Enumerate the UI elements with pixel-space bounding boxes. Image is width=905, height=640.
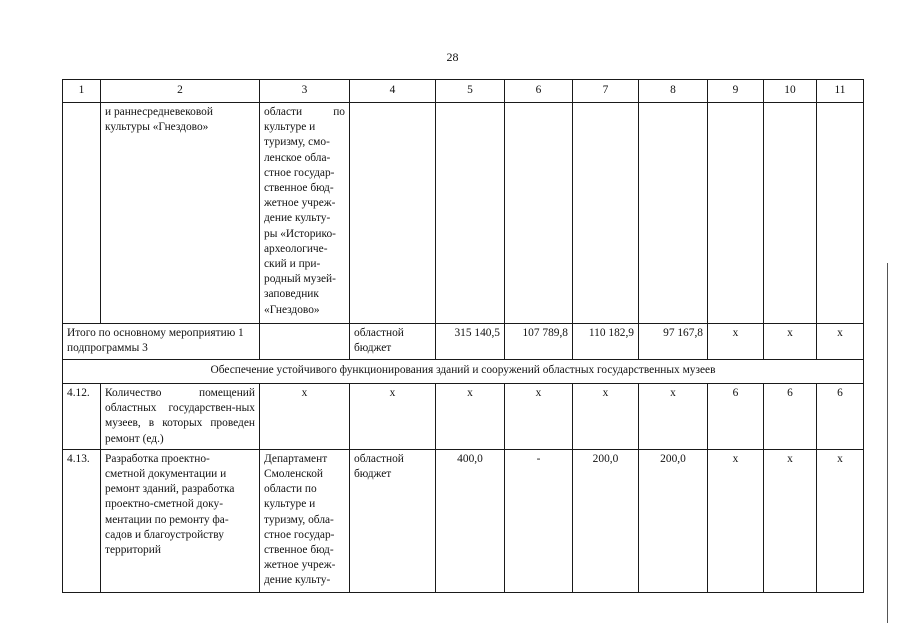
value-cell: 400,0 — [436, 449, 505, 592]
description-line: территорий — [105, 544, 161, 557]
description-line: проектно-сметной доку- — [105, 498, 224, 511]
executor-line: дение культу- — [264, 212, 331, 225]
measure-description — [101, 449, 260, 592]
value-cell: х — [260, 384, 350, 450]
table-row-total — [63, 324, 864, 360]
executor-line: культуре и — [264, 498, 316, 511]
value-cell: 97 167,8 — [639, 324, 708, 360]
executor-line: туризму, обла- — [264, 513, 334, 526]
header-cell: 8 — [639, 80, 708, 103]
header-cell: 5 — [436, 80, 505, 103]
executor-line: ры «Историко- — [264, 227, 336, 240]
row-number: 4.12. — [63, 384, 101, 450]
header-row — [63, 80, 864, 103]
executor-line: родный музей- — [264, 273, 336, 286]
scan-margin-line — [887, 263, 888, 623]
section-title: Обеспечение устойчивого функционирования зданий и сооружений областных государственных музеев — [63, 360, 864, 384]
value-cell: х — [817, 449, 864, 592]
museum-name-cell: и раннесредневековой культуры «Гнездово» — [101, 103, 260, 324]
table-row-4-12 — [63, 384, 864, 450]
executor-line: дение культу- — [264, 574, 331, 587]
page-number: 28 — [446, 50, 459, 64]
description-line: ремонт зданий, разработка — [105, 483, 235, 496]
executor-line: жетное учреж- — [264, 559, 336, 572]
executor-cell — [260, 103, 350, 324]
total-label: Итого по основному мероприятию 1 подпрограммы 3 — [63, 324, 260, 360]
value-cell: х — [436, 384, 505, 450]
value-cell: х — [639, 384, 708, 450]
value-cell: 6 — [817, 384, 864, 450]
header-cell: 2 — [101, 80, 260, 103]
value-cell: 107 789,8 — [505, 324, 573, 360]
executor-line: стное государ- — [264, 166, 335, 179]
value-cell: х — [505, 384, 573, 450]
value-cell: 200,0 — [573, 449, 639, 592]
header-cell: 7 — [573, 80, 639, 103]
funding-source: областной бюджет — [350, 449, 436, 592]
value-cell: 200,0 — [639, 449, 708, 592]
executor-line: жетное учреж- — [264, 197, 336, 210]
value-cell: х — [573, 384, 639, 450]
funding-source: областной бюджет — [350, 324, 436, 360]
executor-line: ленское обла- — [264, 151, 331, 164]
header-cell: 6 — [505, 80, 573, 103]
description-line: сметной документации и — [105, 468, 227, 481]
budget-table — [62, 79, 864, 593]
executor-line: туризму, смо- — [264, 136, 330, 149]
section-row — [63, 360, 864, 384]
header-cell: 4 — [350, 80, 436, 103]
executor-line: культуре и — [264, 121, 316, 134]
description-line: Разработка проектно- — [105, 452, 210, 465]
executor-line: Смоленской — [264, 468, 323, 481]
table-row-continuation — [63, 103, 864, 324]
description-line: ментации по ремонту фа- — [105, 513, 229, 526]
executor-line: заповедник — [264, 288, 319, 301]
header-cell: 11 — [817, 80, 864, 103]
value-cell: х — [817, 324, 864, 360]
header-cell: 9 — [708, 80, 764, 103]
description-line: садов и благоустройству — [105, 528, 224, 541]
executor-line: стное государ- — [264, 528, 335, 541]
value-cell: х — [764, 449, 817, 592]
executor-line: археологиче- — [264, 242, 328, 255]
header-cell: 3 — [260, 80, 350, 103]
value-cell: 315 140,5 — [436, 324, 505, 360]
executor-line: области по — [264, 106, 345, 118]
value-cell: - — [505, 449, 573, 592]
header-cell: 10 — [764, 80, 817, 103]
value-cell: 6 — [764, 384, 817, 450]
value-cell: х — [350, 384, 436, 450]
row-number: 4.13. — [63, 449, 101, 592]
executor-line: ственное бюд- — [264, 544, 334, 557]
executor-line: «Гнездово» — [264, 303, 320, 316]
value-cell: х — [708, 324, 764, 360]
value-cell: х — [764, 324, 817, 360]
value-cell: 6 — [708, 384, 764, 450]
executor-line: области по — [264, 483, 317, 496]
table-row-4-13 — [63, 449, 864, 592]
executor-line: Департамент — [264, 452, 328, 465]
executor-cell — [260, 449, 350, 592]
value-cell: 110 182,9 — [573, 324, 639, 360]
header-cell: 1 — [63, 80, 101, 103]
value-cell: х — [708, 449, 764, 592]
executor-line: ственное бюд- — [264, 182, 334, 195]
executor-line: ский и при- — [264, 258, 321, 271]
indicator-description: Количество помещений областных государствен-ных музеев, в которых проведен ремонт (ед.) — [101, 384, 260, 450]
